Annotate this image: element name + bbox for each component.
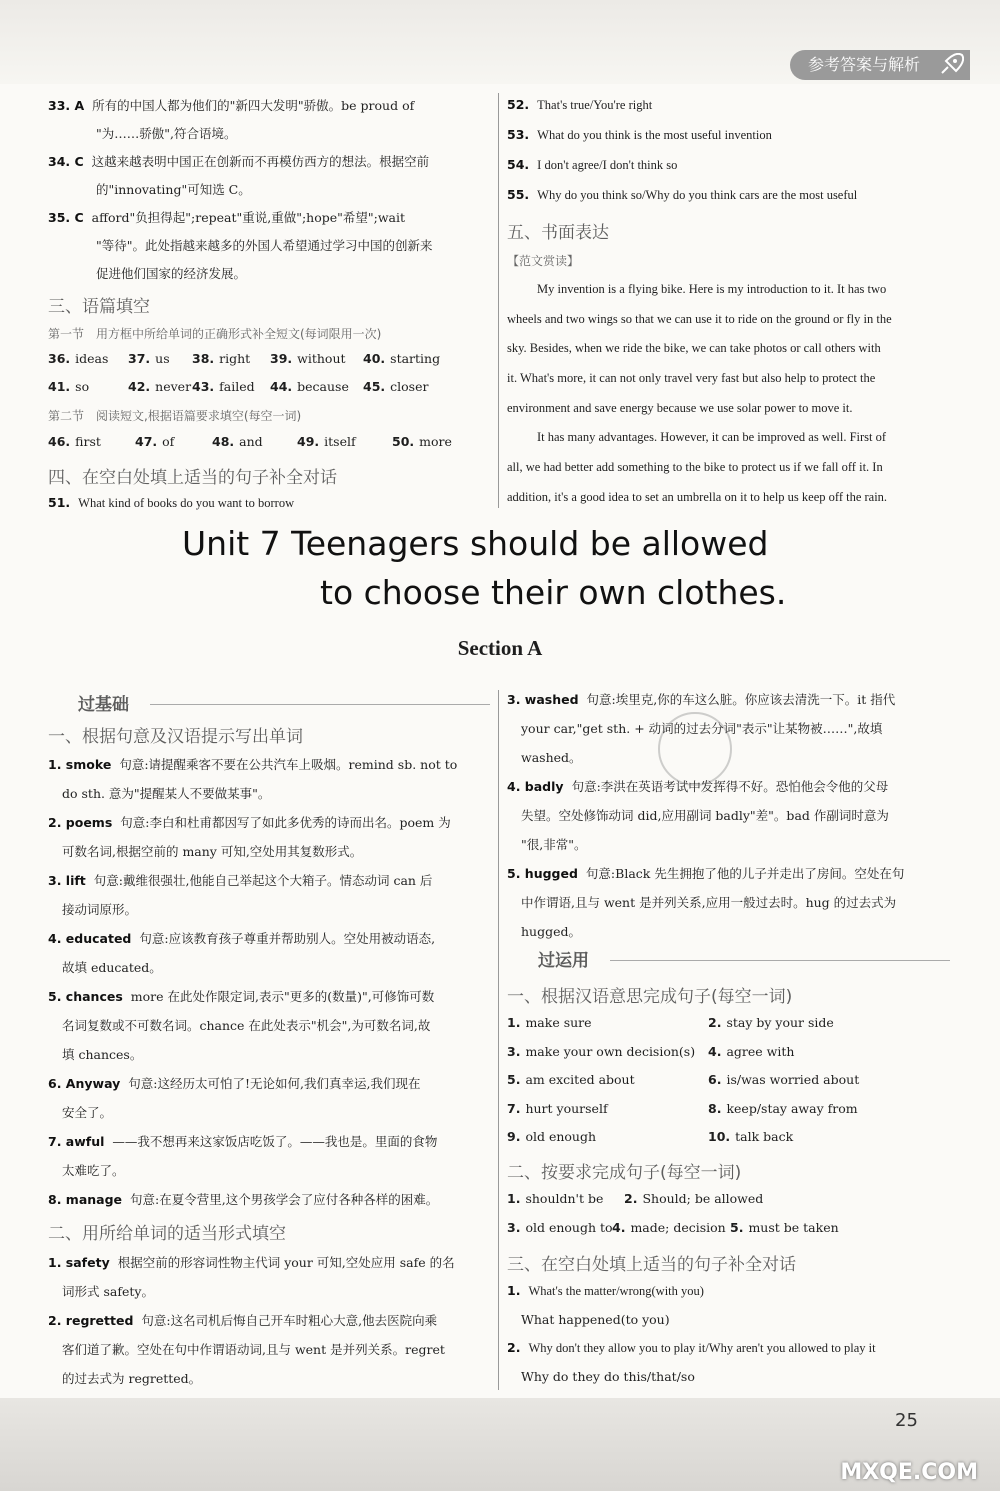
answer-item	[507, 864, 904, 882]
section-heading: 三、语篇填空	[48, 297, 150, 317]
item-text: Why do you think so/Why do you think cars are the most useful	[537, 188, 858, 202]
answer-cell	[212, 434, 263, 449]
sample-label: 【范文赏读】	[507, 254, 580, 268]
answer-cell	[708, 1129, 793, 1144]
item-explanation-cont: 可数名词,根据空前的 many 可知,空处用其复数形式。	[62, 844, 363, 859]
item-number: 5. hugged	[507, 866, 578, 881]
essay-line: addition, it's a good idea to set an umbrella on it to help us keep off the rain.	[507, 490, 888, 504]
answer-cell	[730, 1220, 839, 1235]
answer-item	[507, 97, 652, 113]
item-explanation-cont: 词形式 safety。	[62, 1284, 154, 1299]
answer-item	[507, 690, 895, 708]
answer-cell	[363, 351, 440, 366]
answer-item	[507, 1340, 876, 1356]
answer-item	[48, 495, 294, 511]
answer-cell	[48, 434, 101, 449]
subsection-heading: 第一节 用方框中所给单词的正确形式补全短文(每词限用一次)	[48, 327, 382, 341]
answer-item	[48, 1253, 455, 1271]
part-rule	[610, 960, 950, 961]
item-explanation-cont: your car,"get sth. + 动词的过去分词"表示"让某物被……",故填	[521, 721, 883, 736]
answer-item	[507, 127, 772, 143]
answer-cell	[270, 379, 349, 394]
item-text: Should; be allowed	[642, 1191, 764, 1206]
item-number: 54.	[507, 157, 530, 172]
answer-cell	[135, 434, 174, 449]
item-explanation: 句意:这经历太可怕了!无论如何,我们真幸运,我们现在	[128, 1076, 421, 1091]
item-explanation: 句意:应该教育孩子尊重并帮助别人。空处用被动语态,	[139, 931, 436, 946]
item-text: us	[155, 351, 170, 366]
item-number: 52.	[507, 97, 530, 112]
answer-cell	[507, 1044, 695, 1059]
item-number: 2. poems	[48, 815, 113, 830]
item-number: 35. C	[48, 210, 84, 225]
item-text: so	[75, 379, 90, 394]
item-text-cont: Why do they do this/that/so	[521, 1368, 695, 1384]
answer-cell	[363, 379, 428, 394]
item-number: 47.	[135, 434, 158, 449]
answer-cell	[507, 1191, 603, 1206]
item-number: 5.	[730, 1220, 744, 1235]
item-number: 33. A	[48, 98, 85, 113]
item-number: 51.	[48, 495, 71, 510]
item-number: 36.	[48, 351, 71, 366]
item-text: starting	[390, 351, 441, 366]
item-number: 50.	[392, 434, 415, 449]
item-text: must be taken	[748, 1220, 839, 1235]
answer-item	[48, 96, 414, 114]
answer-cell	[507, 1072, 635, 1087]
item-explanation-cont: hugged。	[521, 924, 582, 939]
item-number: 4.	[612, 1220, 626, 1235]
item-number: 1. safety	[48, 1255, 110, 1270]
essay-line: It has many advantages. However, it can be improved as well. First of	[537, 430, 887, 444]
answer-item	[48, 1311, 437, 1329]
item-text: old enough	[525, 1129, 597, 1144]
answer-cell	[48, 351, 108, 366]
item-explanation-cont: "为……骄傲",符合语境。	[96, 126, 237, 141]
subsection-heading: 第二节 阅读短文,根据语篇要求填空(每空一词)	[48, 409, 302, 423]
item-text: without	[297, 351, 346, 366]
item-text: What do you think is the most useful invention	[537, 128, 772, 142]
item-number: 40.	[363, 351, 386, 366]
answer-cell	[297, 434, 356, 449]
answer-row	[0, 1072, 860, 1092]
item-explanation: 所有的中国人都为他们的"新四大发明"骄傲。be proud of	[92, 98, 415, 113]
item-explanation-cont: 失望。空处修饰动词 did,应用副词 badly"差"。bad 作副词时意为	[521, 808, 889, 823]
answer-cell	[507, 1015, 592, 1030]
item-text: closer	[390, 379, 429, 394]
answer-cell	[48, 379, 89, 394]
item-text: I don't agree/I don't think so	[537, 158, 678, 172]
item-number: 3.	[507, 1043, 521, 1059]
stamp-mark	[658, 712, 732, 786]
item-number: 41.	[48, 379, 71, 394]
answer-row	[0, 1100, 858, 1121]
header-tab-label: 参考答案与解析	[808, 55, 921, 74]
item-number: 2.	[507, 1340, 521, 1355]
item-explanation-cont: 接动词原形。	[62, 902, 138, 917]
item-text: am excited about	[525, 1072, 635, 1087]
section-title: Section A	[457, 636, 543, 660]
item-explanation: 句意:请提醒乘客不要在公共汽车上吸烟。remind sb. not to	[119, 757, 458, 772]
item-explanation-cont: 故填 educated。	[62, 960, 162, 975]
answer-cell	[507, 1220, 613, 1235]
item-explanation-cont: 中作谓语,且与 went 是并列关系,应用一般过去时。hug 的过去式为	[521, 895, 897, 910]
item-number: 2. regretted	[48, 1313, 134, 1328]
answer-row	[0, 351, 495, 371]
item-text: failed	[219, 379, 255, 394]
watermark-logo: MXQE.COM	[840, 1460, 978, 1485]
item-text: itself	[324, 434, 356, 449]
page-number: 25	[895, 1410, 918, 1431]
item-text: because	[297, 379, 349, 394]
item-explanation-cont: 太难吃了。	[62, 1163, 125, 1178]
item-number: 3.	[507, 1220, 521, 1235]
answer-item	[507, 157, 677, 173]
item-number: 42.	[128, 379, 151, 394]
item-number: 53.	[507, 127, 530, 142]
item-explanation-cont: "等待"。此处指越来越多的外国人希望通过学习中国的创新来	[96, 238, 433, 253]
item-explanation: 句意:这名司机后悔自己开车时粗心大意,他去医院向乘	[141, 1313, 438, 1328]
item-text: make sure	[525, 1015, 592, 1030]
item-explanation: 这越来越表明中国正在创新而不再模仿西方的想法。根据空前	[91, 154, 430, 169]
answer-item	[48, 871, 432, 889]
item-number: 6. Anyway	[48, 1076, 121, 1091]
item-number: 10.	[708, 1129, 731, 1144]
item-number: 3. washed	[507, 692, 579, 707]
answer-row	[0, 1220, 839, 1240]
answer-cell	[612, 1220, 726, 1235]
item-number: 9.	[507, 1129, 521, 1144]
answer-cell	[708, 1101, 858, 1116]
part-rule	[150, 704, 490, 705]
item-explanation-cont: 安全了。	[62, 1105, 113, 1120]
item-text: more	[419, 434, 452, 449]
item-explanation: 句意:李白和杜甫都因写了如此多优秀的诗而出名。poem 为	[120, 815, 451, 830]
item-number: 1.	[507, 1191, 521, 1206]
item-text: made; decision	[630, 1220, 726, 1235]
item-text: talk back	[735, 1129, 794, 1144]
answer-row	[0, 1043, 795, 1064]
item-text: never	[155, 379, 192, 394]
answer-row	[0, 434, 495, 454]
item-text: is/was worried about	[726, 1072, 860, 1087]
section-heading: 二、按要求完成句子(每空一词)	[507, 1163, 742, 1183]
answer-cell	[507, 1129, 596, 1144]
item-number: 37.	[128, 351, 151, 366]
item-text: right	[219, 351, 251, 366]
item-explanation-cont: 的"innovating"可知选 C。	[96, 182, 251, 197]
column-divider-bottom	[498, 690, 499, 1390]
answer-cell	[270, 351, 346, 366]
item-number: 48.	[212, 434, 235, 449]
answer-cell	[128, 379, 191, 394]
answer-cell	[192, 379, 255, 394]
section-heading: 五、书面表达	[507, 223, 609, 243]
item-number: 1.	[507, 1283, 521, 1298]
item-number: 55.	[507, 187, 530, 202]
answer-item	[48, 929, 435, 947]
essay-line: wheels and two wings so that we can use it to ride on the ground or fly in the	[507, 312, 892, 326]
item-number: 39.	[270, 351, 293, 366]
item-number: 34. C	[48, 154, 84, 169]
item-explanation-cont: 促进他们国家的经济发展。	[96, 266, 247, 281]
item-explanation-cont: 客们道了歉。空处在句中作谓语动词,且与 went 是并列关系。regret	[62, 1342, 445, 1357]
item-text: That's true/You're right	[537, 98, 653, 112]
item-number: 3. lift	[48, 873, 86, 888]
item-explanation: 句意:李洪在英语考试中发挥得不好。恐怕他会令他的父母	[571, 779, 889, 794]
part-heading: 过运用	[538, 951, 589, 971]
answer-cell	[708, 1072, 859, 1087]
item-number: 2.	[708, 1015, 722, 1030]
item-number: 4. badly	[507, 779, 564, 794]
item-number: 4.	[708, 1043, 722, 1059]
essay-line: it. What's more, it can not only travel very fast but also help to protect the	[507, 371, 876, 385]
answer-item	[48, 987, 434, 1005]
section-heading: 一、根据汉语意思完成句子(每空一词)	[507, 987, 793, 1007]
item-explanation: afford"负担得起";repeat"重说,重做";hope"希望";wait	[91, 210, 406, 225]
answer-cell	[708, 1044, 794, 1059]
item-number: 45.	[363, 379, 386, 394]
item-text: first	[75, 434, 101, 449]
item-number: 1.	[507, 1015, 521, 1030]
item-text: keep/stay away from	[726, 1100, 858, 1116]
answer-cell	[507, 1101, 608, 1116]
rocket-icon	[938, 53, 964, 77]
item-number: 46.	[48, 434, 71, 449]
item-number: 5. chances	[48, 989, 123, 1004]
item-number: 43.	[192, 379, 215, 394]
answer-item	[48, 208, 405, 226]
item-text: ideas	[75, 351, 109, 366]
answer-item	[507, 1283, 704, 1299]
item-explanation: 句意:在夏令营里,这个男孩学会了应付各种各样的困难。	[130, 1192, 439, 1207]
item-number: 44.	[270, 379, 293, 394]
item-number: 49.	[297, 434, 320, 449]
item-number: 6.	[708, 1072, 722, 1087]
item-text: agree with	[726, 1043, 795, 1059]
essay-line: sky. Besides, when we ride the bike, we can take photos or call others with	[507, 341, 881, 355]
answer-item	[48, 755, 457, 773]
unit-title-line1: Unit 7 Teenagers should be allowed	[182, 524, 769, 563]
header-tab	[790, 50, 970, 80]
answer-row	[0, 1191, 764, 1211]
section-heading: 二、用所给单词的适当形式填空	[48, 1224, 286, 1244]
item-number: 8. manage	[48, 1192, 123, 1207]
item-number: 38.	[192, 351, 215, 366]
essay-line: My invention is a flying bike. Here is my introduction to it. It has two	[537, 282, 887, 296]
item-text: What kind of books do you want to borrow	[78, 496, 295, 510]
item-number: 8.	[708, 1100, 722, 1116]
item-explanation: more 在此处作限定词,表示"更多的(数量)",可修饰可数	[130, 989, 435, 1004]
item-number: 5.	[507, 1072, 521, 1087]
item-text: hurt yourself	[525, 1100, 608, 1116]
section-heading: 四、在空白处填上适当的句子补全对话	[48, 468, 337, 488]
item-text: of	[162, 434, 175, 449]
item-explanation: 根据空前的形容词性物主代词 your 可知,空处应用 safe 的名	[117, 1255, 455, 1270]
answer-row	[0, 379, 495, 399]
answer-cell	[392, 434, 452, 449]
essay-line: all, we had better add something to the bike to protect us if we fall off it. In	[507, 460, 883, 474]
essay-line: environment and save energy because we use solar power to move it.	[507, 401, 853, 415]
item-explanation-cont: 名词复数或不可数名词。chance 在此处表示"机会",为可数名词,故	[62, 1018, 431, 1033]
item-number: 1. smoke	[48, 757, 112, 772]
item-explanation-cont: 的过去式为 regretted。	[62, 1371, 202, 1386]
item-number: 7.	[507, 1100, 521, 1116]
unit-title-line2: to choose their own clothes.	[320, 573, 787, 612]
item-text: make your own decision(s)	[525, 1043, 696, 1059]
item-text: old enough to	[525, 1220, 613, 1235]
answer-item	[507, 187, 857, 203]
item-explanation: 句意:Black 先生拥抱了他的儿子并走出了房间。空处在句	[585, 866, 905, 881]
item-explanation-cont: 填 chances。	[62, 1047, 143, 1062]
item-explanation-cont: do sth. 意为"提醒某人不要做某事"。	[62, 786, 271, 801]
answer-row	[0, 1129, 794, 1149]
item-text: Why don't they allow you to play it/Why aren't you allowed to play it	[528, 1341, 876, 1355]
answer-cell	[128, 351, 170, 366]
item-number: 2.	[624, 1191, 638, 1206]
column-divider-top	[498, 93, 499, 508]
item-number: 4. educated	[48, 931, 132, 946]
answer-item	[48, 152, 429, 170]
item-text: and	[239, 434, 263, 449]
item-number: 7. awful	[48, 1134, 105, 1149]
section-heading: 三、在空白处填上适当的句子补全对话	[507, 1255, 796, 1275]
item-explanation-cont: washed。	[521, 750, 582, 765]
answer-item	[48, 813, 451, 831]
item-explanation: 句意:埃里克,你的车这么脏。你应该去清洗一下。it 指代	[586, 692, 896, 707]
answer-cell	[624, 1191, 763, 1206]
item-text-cont: What happened(to you)	[521, 1311, 670, 1327]
answer-row	[0, 1015, 834, 1035]
answer-cell	[192, 351, 250, 366]
item-text: stay by your side	[726, 1015, 834, 1030]
item-text: What's the matter/wrong(with you)	[528, 1284, 704, 1298]
section-heading: 一、根据句意及汉语提示写出单词	[48, 727, 303, 747]
answer-cell	[708, 1015, 834, 1030]
part-heading: 过基础	[78, 695, 129, 715]
item-text: shouldn't be	[525, 1191, 604, 1206]
item-explanation-cont: "很,非常"。	[521, 837, 587, 852]
item-explanation: ——我不想再来这家饭店吃饭了。——我也是。里面的食物	[112, 1134, 438, 1149]
item-explanation: 句意:戴维很强壮,他能自己举起这个大箱子。情态动词 can 后	[93, 873, 433, 888]
